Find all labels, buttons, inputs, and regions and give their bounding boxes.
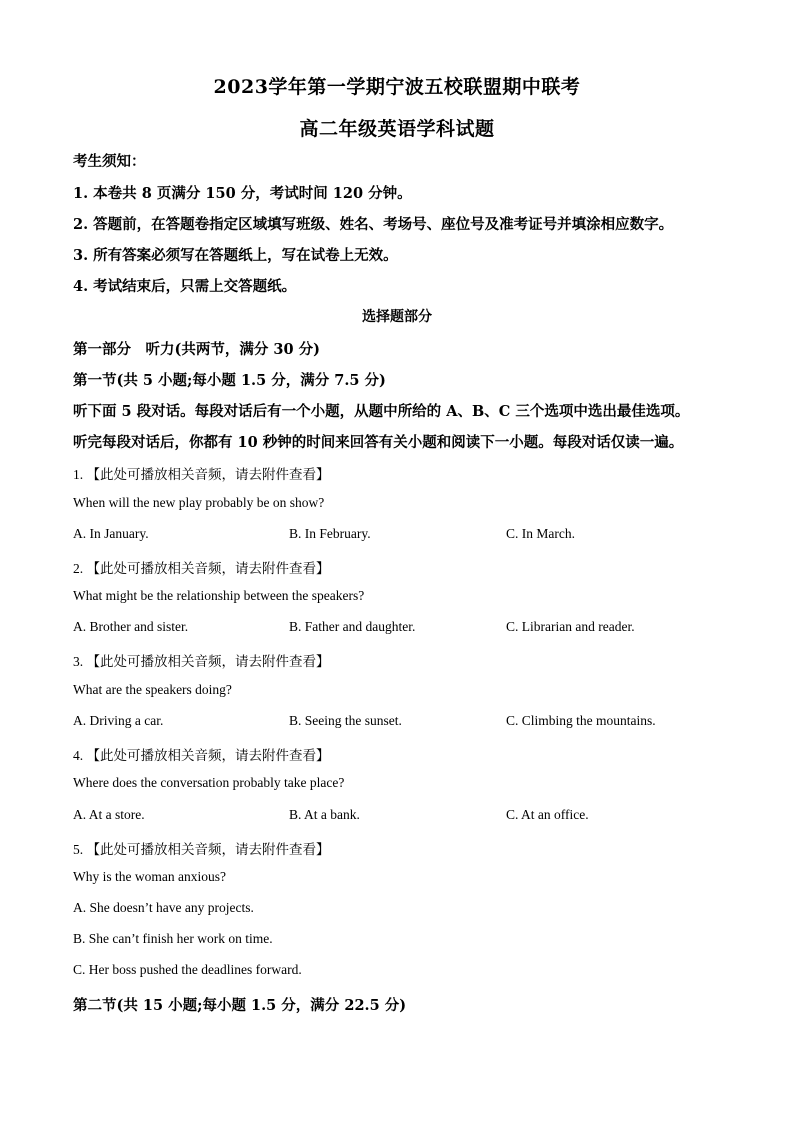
part-heading: 选择题部分 [362, 309, 432, 325]
notice-item-3: 3. 所有答案必须写在答题纸上，写在试卷上无效。 [73, 247, 398, 264]
question-1-option-c: C. In March. [506, 526, 575, 541]
question-3-audio[interactable]: 3. 【此处可播放相关音频，请去附件查看】 [73, 654, 330, 669]
question-5-option-a: A. She doesn’t have any projects. [73, 900, 254, 915]
question-4-audio[interactable]: 4. 【此处可播放相关音频，请去附件查看】 [73, 748, 330, 763]
question-1-option-a: A. In January. [73, 526, 149, 541]
notice-item-2: 2. 答题前，在答题卷指定区域填写班级、姓名、考场号、座位号及准考证号并填涂相应数字。 [73, 216, 674, 233]
question-4-stem: Where does the conversation probably take place? [73, 775, 345, 790]
instruction-line-2: 听完每段对话后，你都有 10 秒钟的时间来回答有关小题和阅读下一小题。每段对话仅读一遍。 [73, 434, 684, 451]
question-3-stem: What are the speakers doing? [73, 682, 232, 697]
question-5-audio[interactable]: 5. 【此处可播放相关音频，请去附件查看】 [73, 842, 330, 857]
exam-title: 2023学年第一学期宁波五校联盟期中联考 [213, 76, 581, 98]
part1-title: 第一部分 听力(共两节，满分 30 分) [73, 341, 320, 358]
question-5-stem: Why is the woman anxious? [73, 869, 226, 884]
section1-title: 第一节(共 5 小题;每小题 1.5 分，满分 7.5 分) [73, 372, 386, 389]
question-5-option-b: B. She can’t finish her work on time. [73, 931, 273, 946]
question-2-audio[interactable]: 2. 【此处可播放相关音频，请去附件查看】 [73, 561, 330, 576]
question-2-stem: What might be the relationship between the speakers? [73, 588, 365, 603]
instruction-line-1: 听下面 5 段对话。每段对话后有一个小题，从题中所给的 A、B、C 三个选项中选出最佳选项。 [73, 403, 690, 420]
section2-title: 第二节(共 15 小题;每小题 1.5 分，满分 22.5 分) [73, 997, 407, 1014]
notice-item-1: 1. 本卷共 8 页满分 150 分，考试时间 120 分钟。 [73, 185, 412, 202]
question-3-option-c: C. Climbing the mountains. [506, 713, 656, 728]
question-2-option-a: A. Brother and sister. [73, 619, 189, 634]
question-5-option-c: C. Her boss pushed the deadlines forward. [73, 962, 302, 977]
question-1-stem: When will the new play probably be on show? [73, 495, 325, 510]
question-4-option-b: B. At a bank. [289, 807, 360, 822]
question-1-option-b: B. In February. [289, 526, 371, 541]
question-4-option-c: C. At an office. [506, 807, 589, 822]
question-2-option-b: B. Father and daughter. [289, 619, 416, 634]
question-4-option-a: A. At a store. [73, 807, 145, 822]
notice-item-4: 4. 考试结束后，只需上交答题纸。 [73, 278, 297, 295]
question-3-option-b: B. Seeing the sunset. [289, 713, 402, 728]
exam-subtitle: 高二年级英语学科试题 [299, 118, 495, 140]
notice-heading: 考生须知： [73, 153, 146, 170]
question-1-audio[interactable]: 1. 【此处可播放相关音频，请去附件查看】 [73, 467, 330, 482]
question-2-option-c: C. Librarian and reader. [506, 619, 635, 634]
question-3-option-a: A. Driving a car. [73, 713, 164, 728]
